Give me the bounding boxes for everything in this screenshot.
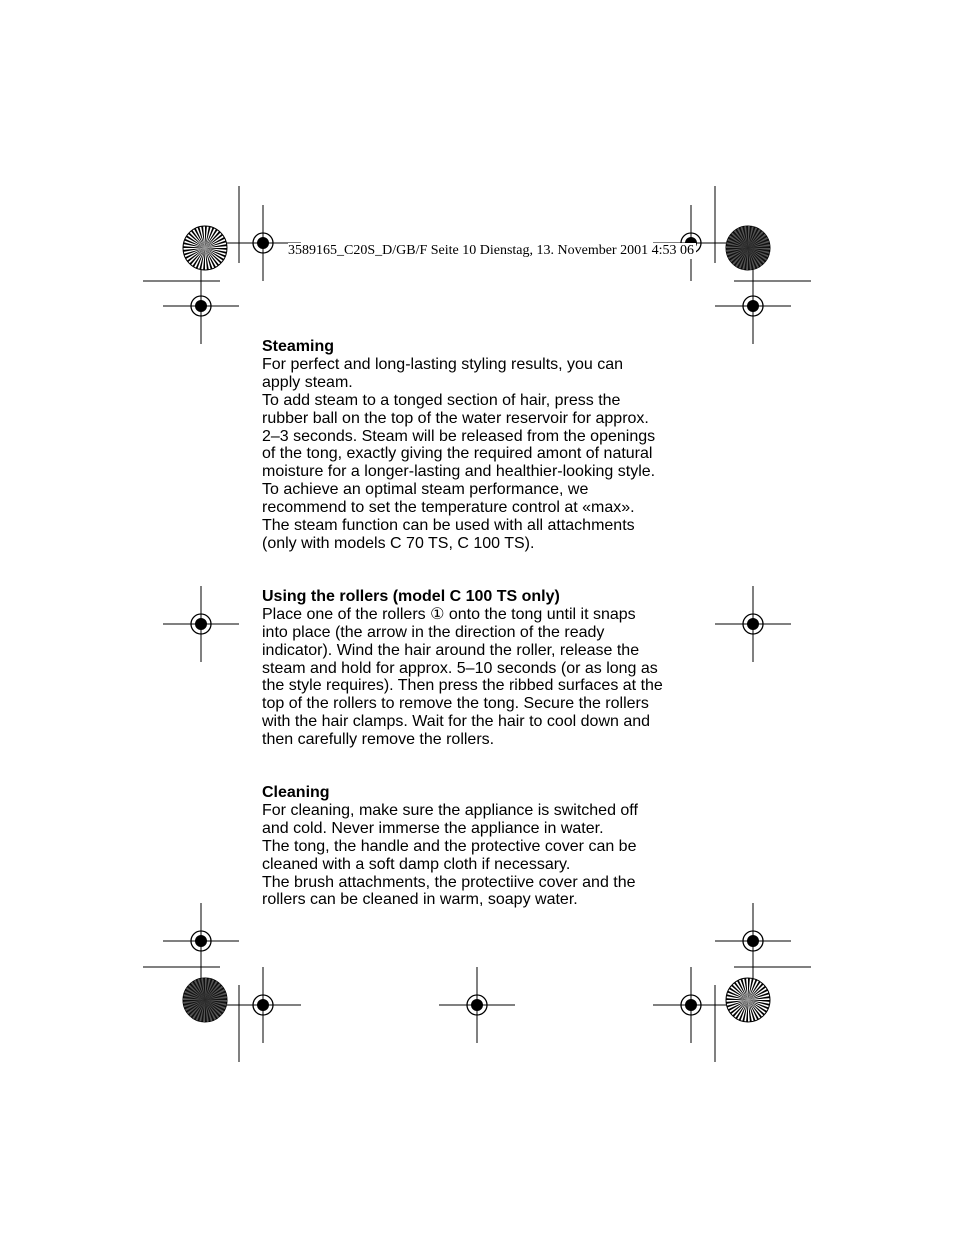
section-heading: Cleaning xyxy=(262,784,330,802)
section-heading: Using the rollers (model C 100 TS only) xyxy=(262,587,560,605)
section-cleaning xyxy=(262,784,692,909)
section-heading: Steaming xyxy=(262,338,335,355)
print-slug: 3589165_C20S_D/GB/F Seite 10 Dienstag, 13. November 2001 4:53 06 xyxy=(288,243,694,258)
section-body: For cleaning, make sure the appliance is switched off and cold. Never immerse the appliance in water. The tong, the handle and the protective cover can be cleaned with a soft damp cloth if necessary. The brush attachments, the protectiive cover and the rollers can be cleaned in warm, soapy water. xyxy=(262,801,638,909)
page-content xyxy=(262,338,692,909)
star-target-icon xyxy=(183,226,227,270)
star-target-icon xyxy=(726,978,770,1022)
section-using-rollers xyxy=(262,588,692,749)
star-target-icon xyxy=(726,226,770,270)
star-target-icon xyxy=(183,978,227,1022)
section-body: Place one of the rollers ① onto the tong until it snaps into place (the arrow in the direction of the ready indicator). Wind the hair around the roller, release the steam and hold for approx. 5–10 seconds (or as long as the style requires). Then press the ribbed surfaces at the top of the rollers to remove the tong. Secure the rollers with the hair clamps. Wait for the hair to cool down and then carefully remove the rollers. xyxy=(262,605,663,749)
section-steaming xyxy=(262,338,692,553)
section-body: For perfect and long-lasting styling results, you can apply steam. To add steam to a tonged section of hair, press the rubber ball on the top of the water reservoir for approx. 2–3 seconds. Steam will be released from the openings of the tong, exactly giving the required amont of natural moisture for a longer-lasting and healthier-looking style. To achieve an optimal steam performance, we recommend to set the temperature control at «max». The steam function can be used with all attachments (only with models C 70 TS, C 100 TS). xyxy=(262,355,656,552)
